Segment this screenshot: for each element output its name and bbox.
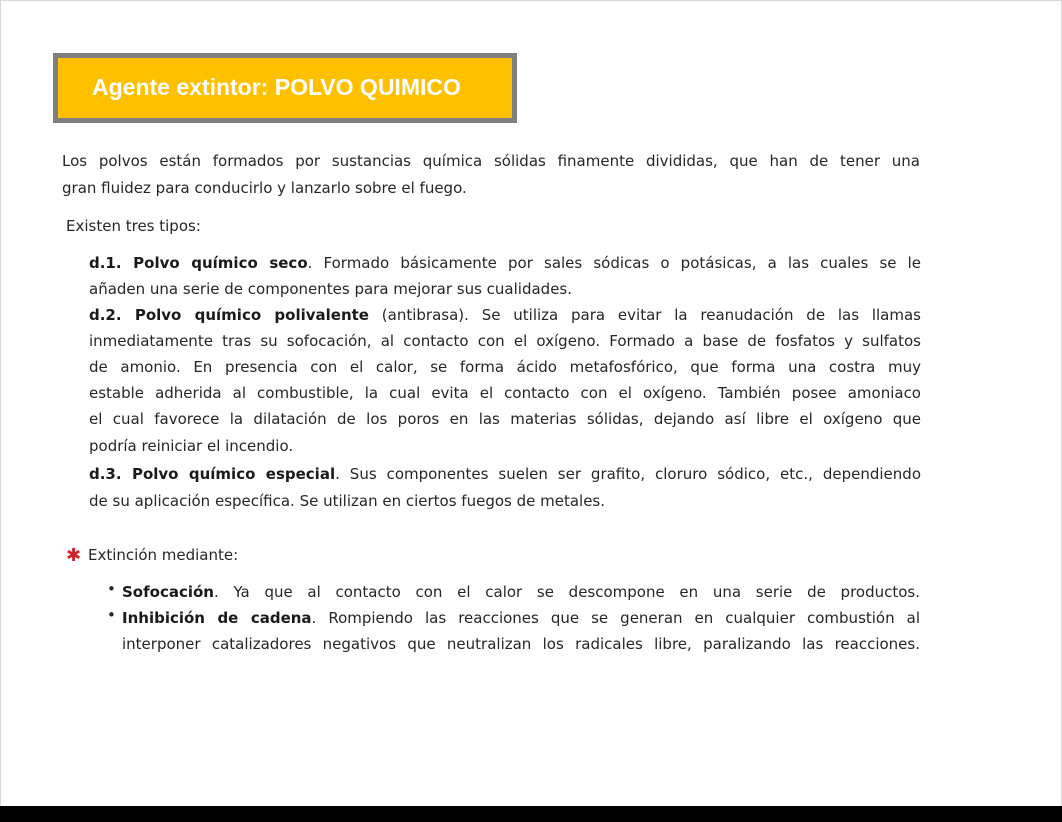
bottom-bar [0, 806, 1062, 822]
type-d1-line: añaden una serie de componentes para mejorar sus cualidades. [89, 280, 573, 298]
bullet-icon: • [107, 580, 116, 598]
extinction-item-line [122, 582, 920, 602]
intro-line: Los polvos están formados por sustancias química sólidas finamente divididas, que han de tener una [62, 152, 920, 170]
type-label: d.2. Polvo químico polivalente [89, 306, 369, 324]
type-d2-line: inmediatamente tras su sofocación, al contacto con el oxígeno. Formado a base de fosfatos y sulfatos [89, 332, 921, 350]
type-text: . Sus componentes suelen ser grafito, cloruro sódico, etc., dependiendo [335, 465, 921, 483]
type-d2-line [89, 305, 921, 325]
type-d2-line: estable adherida al combustible, la cual evita el contacto con el oxígeno. También posee amoniaco [89, 384, 921, 402]
type-d2-line: el cual favorece la dilatación de los poros en las materias sólidas, dejando así libre el oxígeno que [89, 410, 921, 428]
extinction-heading: Extinción mediante: [88, 546, 239, 564]
extinction-text: . Rompiendo las reacciones que se generan en cualquier combustión al [311, 609, 920, 627]
page-title: Agente extintor: POLVO QUIMICO [92, 74, 461, 100]
types-heading: Existen tres tipos: [66, 217, 201, 235]
extinction-item-line [122, 608, 920, 628]
extinction-text: . Ya que al contacto con el calor se descompone en una serie de productos. [213, 583, 920, 601]
type-d1-line [89, 253, 921, 273]
type-text: . Formado básicamente por sales sódicas o potásicas, a las cuales se le [307, 254, 922, 272]
type-d3-line [89, 464, 921, 484]
title-banner [53, 53, 517, 123]
intro-line: gran fluidez para conducirlo y lanzarlo sobre el fuego. [62, 179, 467, 197]
extinction-item-line: interponer catalizadores negativos que neutralizan los radicales libre, paralizando las reacciones. [122, 635, 920, 653]
type-label: d.1. Polvo químico seco [89, 254, 308, 272]
extinction-label: Sofocación [122, 583, 214, 601]
asterisk-icon: ✱ [66, 545, 82, 566]
type-label: d.3. Polvo químico especial [89, 465, 336, 483]
type-text: (antibrasa). Se utiliza para evitar la reanudación de las llamas [368, 306, 921, 324]
bullet-icon: • [107, 606, 116, 624]
type-d3-line: de su aplicación específica. Se utilizan en ciertos fuegos de metales. [89, 492, 606, 510]
type-d2-line: de amonio. En presencia con el calor, se forma ácido metafosfórico, que forma una costra muy [89, 358, 921, 376]
type-d2-line: podría reiniciar el incendio. [89, 437, 294, 455]
extinction-label: Inhibición de cadena [122, 609, 312, 627]
